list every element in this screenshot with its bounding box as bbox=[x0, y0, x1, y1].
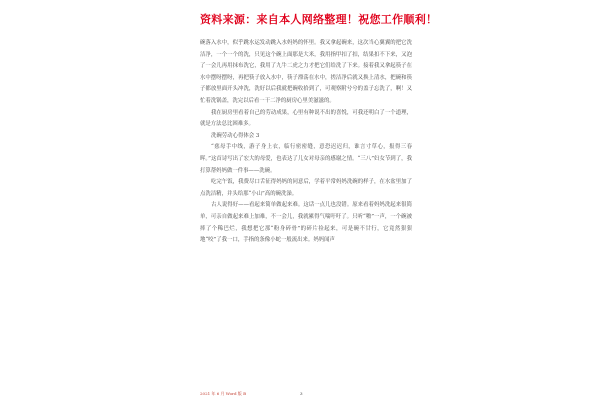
paragraph: 古人说得好——看起来简单做起来难。这话一点儿也没错。原来看着妈妈洗起来很简单，可亲自做起来难上加难，不一会儿，我就累得气喘吁吁了。只听“啪”一声，一个碗被摔了个稀巴烂，我想把它那“粉身碎骨”的碎片捡起来，可是碗不甘行，它竟然狠狠地“咬”了我一口，手指的条像小蛇一般流出来。妈妈闻声 bbox=[200, 202, 412, 244]
source-header: 资料来源：来自本人网络整理！祝您工作顺利！ bbox=[200, 13, 438, 26]
page-number: 3 bbox=[300, 391, 303, 396]
paragraph: 我在厨房里看着自己的劳动成果，心里有种说不出的喜悦，可我还明白了一个道理，就是方法总比困难多。 bbox=[200, 109, 412, 128]
footer-date: 2021 年 6 月 Word 版 B bbox=[200, 391, 247, 396]
page-footer bbox=[200, 391, 412, 397]
paragraph: “慈母手中线，游子身上衣，临行密密缝，意恐迟迟归，谁言寸草心，报得三春晖。”这首诗写出了宏大的母爱，也表达了儿女对母亲的感谢之情。“三八”妇女节到了，我打算帮妈妈做一件事——洗碗。 bbox=[200, 144, 412, 174]
paragraph: 碗落入水中，似乎跳水运发动跳入水妈妈的怀里。我又拿起碗来，这次当心翼翼的把它洗洁净，一个一个的洗，只见这个碗上面那是大米，我用指甲扣了扣，结果扣不下来，又泡了一会儿再用抹布洗它，我用了九牛二虎之力才把它们给洗了下来。接着我又拿起筷子在水中摆呀摆呀，再把筷子放入水中，筷子漂荡在水中，搓洁净后就又换上清水，把碗和筷子都放里面开头冲洗，洗好以后我就把碗收拾到了，可观察附兮兮的盖子忘洗了，啊！又忙着洗锅盖，洗完以后看一干二净的厨房心里美滋滋的。 bbox=[200, 40, 412, 104]
section-title: 洗碗劳动心得体会 3 bbox=[211, 132, 260, 139]
article-body bbox=[200, 38, 412, 247]
paragraph: 吃完午饭，我费尽口舌征得妈妈的同意后，学着平常妈妈洗碗的样子，在水盆里加了点洗洁精，并头给那“小山”高的碗洗澡。 bbox=[200, 179, 412, 197]
